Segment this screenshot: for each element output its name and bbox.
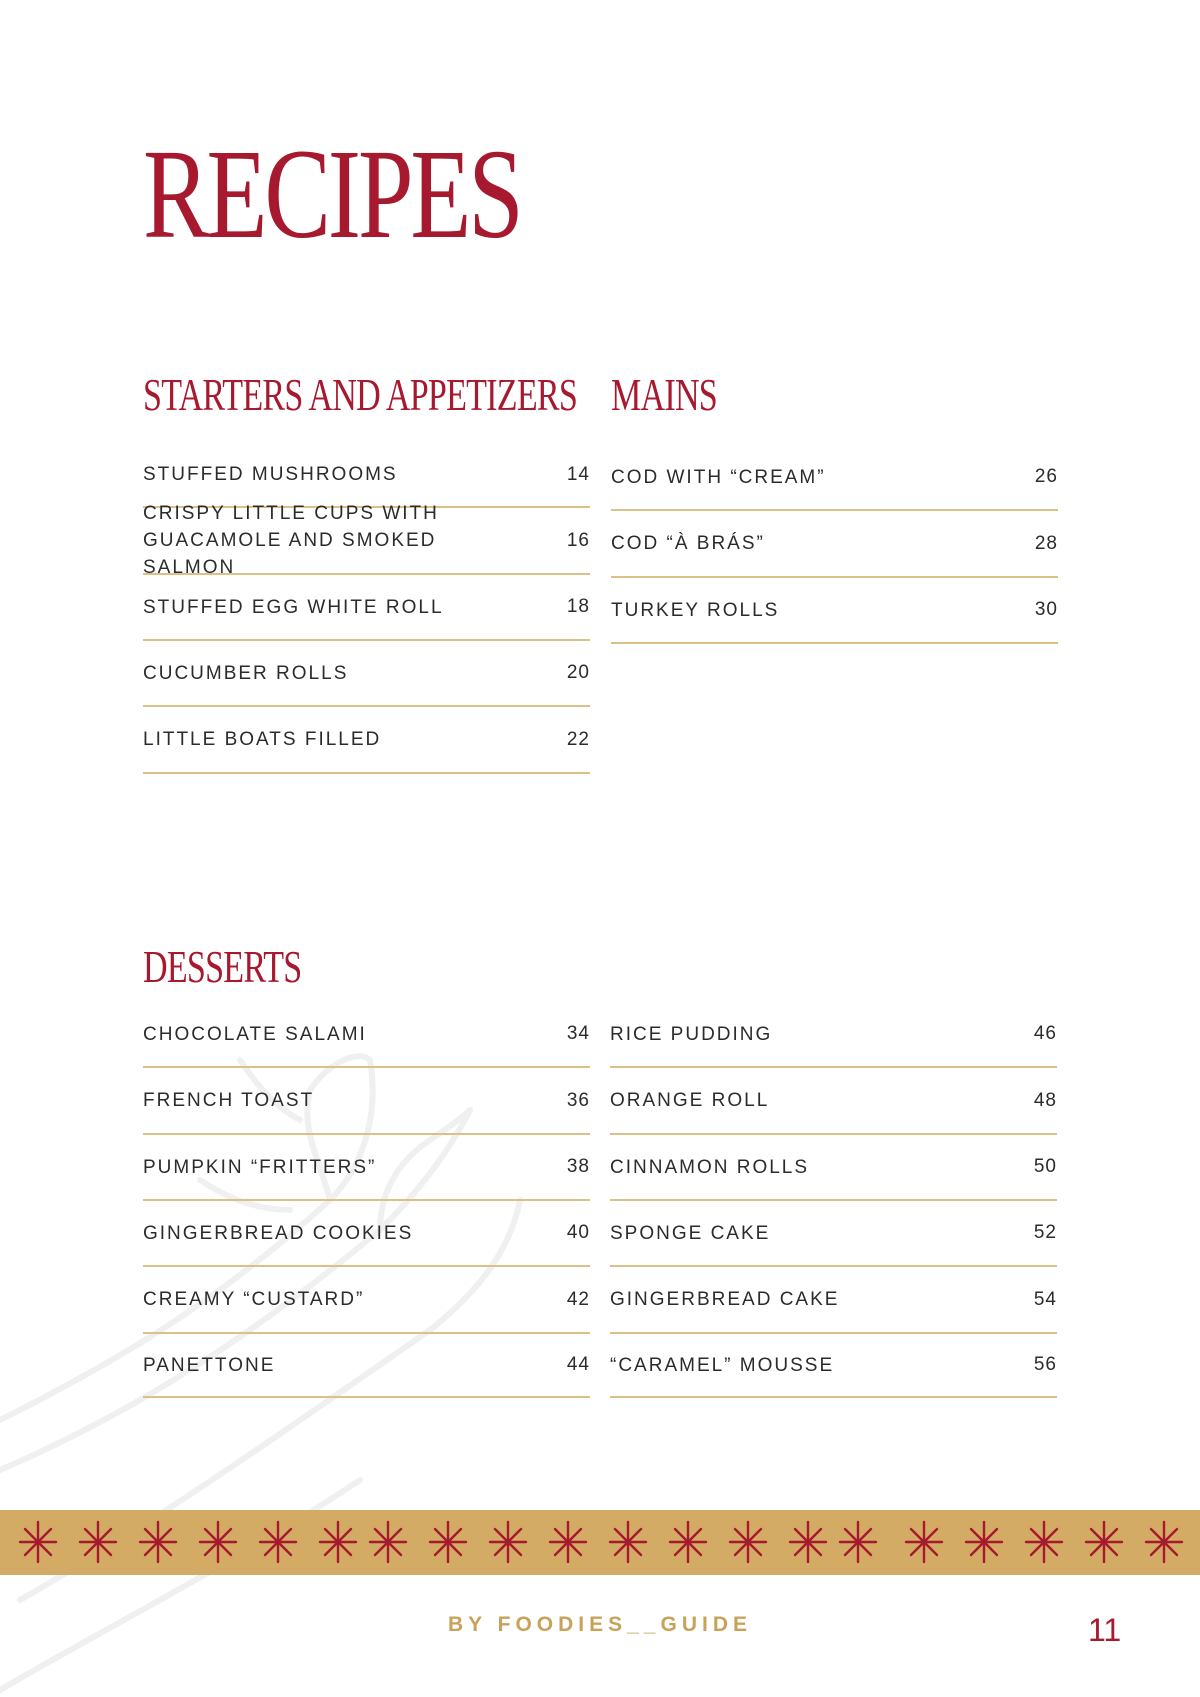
star-icon bbox=[260, 1522, 296, 1562]
toc-entry-title: “CARAMEL” MOUSSE bbox=[610, 1354, 835, 1376]
toc-entry[interactable] bbox=[610, 1334, 1057, 1398]
starters-heading: STARTERS AND APPETIZERS bbox=[143, 369, 578, 420]
toc-entry-title: CHOCOLATE SALAMI bbox=[143, 1023, 367, 1045]
toc-entry-page: 20 bbox=[566, 662, 590, 683]
toc-entry-title: GINGERBREAD CAKE bbox=[610, 1289, 840, 1310]
toc-entry-title: PANETTONE bbox=[143, 1354, 276, 1376]
star-band bbox=[0, 1510, 1200, 1575]
toc-entry[interactable] bbox=[143, 575, 590, 641]
toc-entry-title: FRENCH TOAST bbox=[143, 1090, 315, 1111]
toc-entry[interactable] bbox=[143, 1135, 590, 1201]
toc-entry-page: 18 bbox=[566, 596, 590, 617]
toc-entry[interactable] bbox=[611, 511, 1058, 578]
star-icon bbox=[1146, 1522, 1182, 1562]
star-icon bbox=[906, 1522, 942, 1562]
toc-entry[interactable] bbox=[143, 641, 590, 707]
toc-entry-page: 36 bbox=[566, 1089, 590, 1111]
toc-entry[interactable] bbox=[143, 503, 590, 578]
toc-entry[interactable] bbox=[610, 1068, 1057, 1135]
star-icon bbox=[490, 1522, 526, 1562]
toc-entry-title: TURKEY ROLLS bbox=[611, 599, 780, 621]
toc-entry[interactable] bbox=[610, 1267, 1057, 1334]
star-icon bbox=[370, 1522, 406, 1562]
toc-entry-page: 28 bbox=[1034, 532, 1058, 554]
toc-entry-title: STUFFED MUSHROOMS bbox=[143, 464, 398, 485]
toc-entry-page: 14 bbox=[566, 463, 590, 485]
toc-entry[interactable] bbox=[143, 1334, 590, 1398]
toc-entry[interactable] bbox=[610, 1135, 1057, 1201]
toc-entry-title: CUCUMBER ROLLS bbox=[143, 662, 349, 684]
toc-entry-page: 16 bbox=[566, 529, 590, 551]
toc-entry-page: 44 bbox=[566, 1354, 590, 1375]
toc-entry-title: COD “À BRÁS” bbox=[611, 533, 765, 554]
toc-entry[interactable] bbox=[143, 1068, 590, 1135]
star-icon bbox=[80, 1522, 116, 1562]
toc-entry[interactable] bbox=[143, 1267, 590, 1334]
toc-entry-page: 26 bbox=[1034, 466, 1058, 487]
toc-entry-title: RICE PUDDING bbox=[610, 1023, 773, 1045]
star-icon bbox=[610, 1522, 646, 1562]
toc-entry-page: 42 bbox=[566, 1288, 590, 1310]
star-icon bbox=[670, 1522, 706, 1562]
star-icon bbox=[550, 1522, 586, 1562]
toc-entry-title: CREAMY “CUSTARD” bbox=[143, 1289, 365, 1310]
star-icon bbox=[790, 1522, 826, 1562]
toc-entry-title: PUMPKIN “FRITTERS” bbox=[143, 1156, 377, 1178]
star-icon bbox=[140, 1522, 176, 1562]
star-icon-row bbox=[0, 1510, 1200, 1575]
footer-credit: BY FOODIES__GUIDE bbox=[447, 1613, 752, 1636]
toc-entry-page: 56 bbox=[1033, 1354, 1057, 1375]
toc-entry-title: STUFFED EGG WHITE ROLL bbox=[143, 596, 444, 618]
toc-entry-page: 40 bbox=[566, 1222, 590, 1243]
toc-entry-page: 54 bbox=[1033, 1288, 1057, 1310]
toc-entry-title: LITTLE BOATS FILLED bbox=[143, 729, 382, 750]
toc-entry[interactable] bbox=[610, 1201, 1057, 1267]
toc-entry[interactable] bbox=[143, 1201, 590, 1267]
star-icon bbox=[320, 1522, 356, 1562]
toc-entry-page: 22 bbox=[566, 728, 590, 750]
toc-entry-page: 34 bbox=[566, 1023, 590, 1044]
toc-entry-page: 38 bbox=[566, 1156, 590, 1177]
toc-entry-title: GINGERBREAD COOKIES bbox=[143, 1222, 414, 1244]
page-number: 11 bbox=[1088, 1612, 1122, 1648]
toc-entry-page: 46 bbox=[1033, 1023, 1057, 1044]
toc-entry-page: 52 bbox=[1033, 1222, 1057, 1243]
toc-entry-title: COD WITH “CREAM” bbox=[611, 466, 826, 488]
toc-entry-title: CINNAMON ROLLS bbox=[610, 1156, 810, 1178]
mains-heading: MAINS bbox=[611, 369, 718, 420]
toc-entry[interactable] bbox=[143, 1002, 590, 1068]
star-icon bbox=[430, 1522, 466, 1562]
desserts-heading: DESSERTS bbox=[143, 941, 302, 992]
star-icon bbox=[966, 1522, 1002, 1562]
toc-entry-title: ORANGE ROLL bbox=[610, 1090, 770, 1111]
toc-entry-title: CRISPY LITTLE CUPS WITH GUACAMOLE AND SMOKED SALMON bbox=[143, 503, 439, 578]
toc-entry[interactable] bbox=[611, 578, 1058, 644]
toc-entry-page: 50 bbox=[1033, 1156, 1057, 1177]
toc-entry-title: SPONGE CAKE bbox=[610, 1222, 771, 1244]
toc-entry-page: 48 bbox=[1033, 1089, 1057, 1111]
toc-entry[interactable] bbox=[143, 443, 590, 508]
toc-entry[interactable] bbox=[143, 707, 590, 774]
star-icon bbox=[840, 1522, 876, 1562]
toc-entry[interactable] bbox=[610, 1002, 1057, 1068]
toc-entry[interactable] bbox=[611, 445, 1058, 511]
page-title: RECIPES bbox=[143, 123, 521, 265]
star-icon bbox=[1026, 1522, 1062, 1562]
star-icon bbox=[730, 1522, 766, 1562]
star-icon bbox=[200, 1522, 236, 1562]
star-icon bbox=[1086, 1522, 1122, 1562]
toc-entry-page: 30 bbox=[1034, 599, 1058, 620]
star-icon bbox=[20, 1522, 56, 1562]
